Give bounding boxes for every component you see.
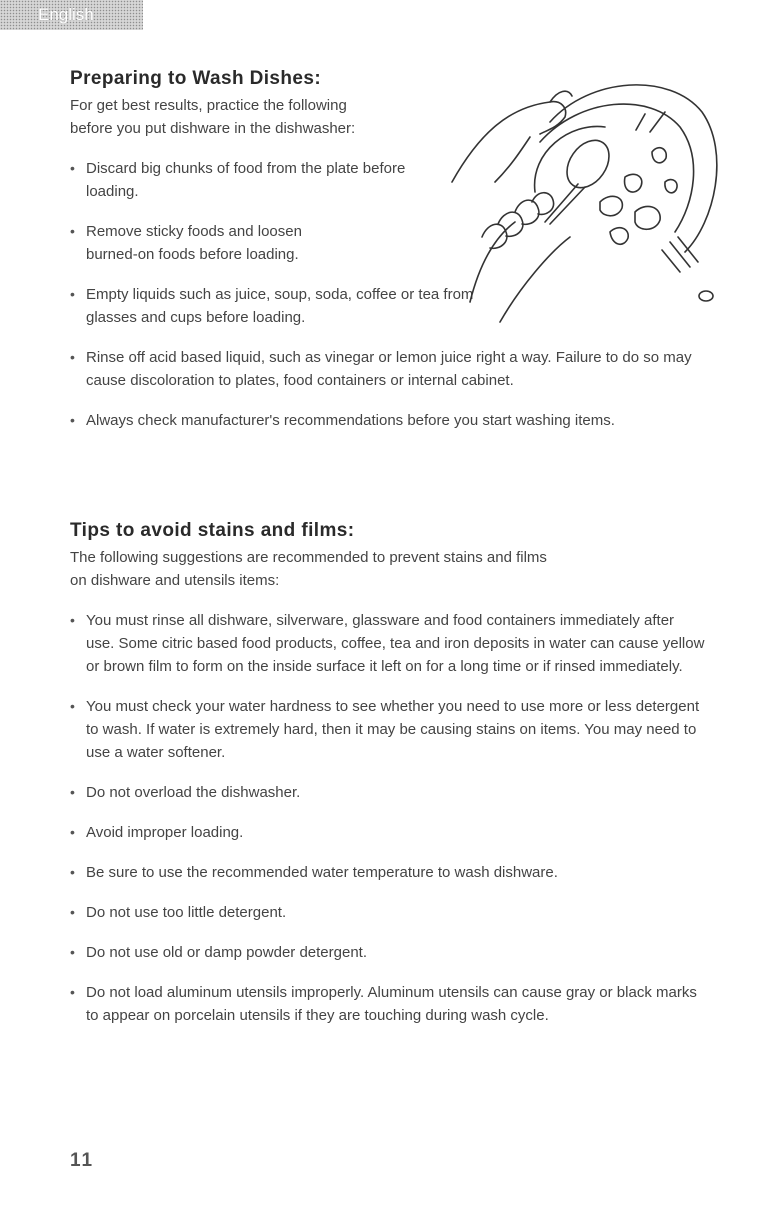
list-item: • Empty liquids such as juice, soup, soda, coffee or tea from glasses and cups before loading. bbox=[70, 283, 506, 329]
list-item: • Discard big chunks of food from the plate before loading. bbox=[70, 157, 426, 203]
stains-intro-line-2: on dishware and utensils items: bbox=[70, 572, 280, 589]
list-item: • Be sure to use the recommended water temperature to wash dishware. bbox=[70, 861, 720, 884]
stains-title: Tips to avoid stains and films: bbox=[70, 520, 355, 541]
list-item: • Do not overload the dishwasher. bbox=[70, 781, 720, 804]
list-item: • Do not use too little detergent. bbox=[70, 901, 720, 924]
preparing-intro-line-1: For get best results, practice the following bbox=[70, 97, 347, 114]
list-item: • Rinse off acid based liquid, such as vinegar or lemon juice right a way. Failure to do so may cause discoloration to plates, food containers or internal cabinet. bbox=[70, 346, 726, 392]
page-number: 11 bbox=[70, 1150, 95, 1171]
stains-section bbox=[70, 520, 720, 1027]
list-item: • Avoid improper loading. bbox=[70, 821, 720, 844]
list-item: • Always check manufacturer's recommendations before you start washing items. bbox=[70, 409, 726, 432]
stains-list bbox=[70, 609, 720, 1027]
preparing-title: Preparing to Wash Dishes: bbox=[70, 68, 322, 89]
preparing-intro-line-2: before you put dishware in the dishwasher: bbox=[70, 120, 356, 137]
list-item: • Remove sticky foods and loosen burned-on foods before loading. bbox=[70, 220, 356, 266]
language-tab: English bbox=[0, 0, 143, 30]
list-item: • Do not load aluminum utensils improperly. Aluminum utensils can cause gray or black marks to appear on porcelain utensils if they are touching during wash cycle. bbox=[70, 981, 706, 1027]
list-item: • You must check your water hardness to see whether you need to use more or less detergent to wash. If water is extremely hard, then it may be causing stains on items. You may need to use a water softener. bbox=[70, 695, 711, 764]
stains-intro bbox=[70, 546, 720, 592]
list-item: • Do not use old or damp powder detergent. bbox=[70, 941, 720, 964]
stains-intro-line-1: The following suggestions are recommended to prevent stains and films bbox=[70, 549, 547, 566]
scraping-plate-illustration bbox=[440, 72, 720, 347]
list-item: • You must rinse all dishware, silverware, glassware and food containers immediately after use. Some citric based food products, coffee, tea and iron deposits in water can cause yellow or brown film to form on the inside surface it left on for a long time or if rinsed immediately. bbox=[70, 609, 706, 678]
